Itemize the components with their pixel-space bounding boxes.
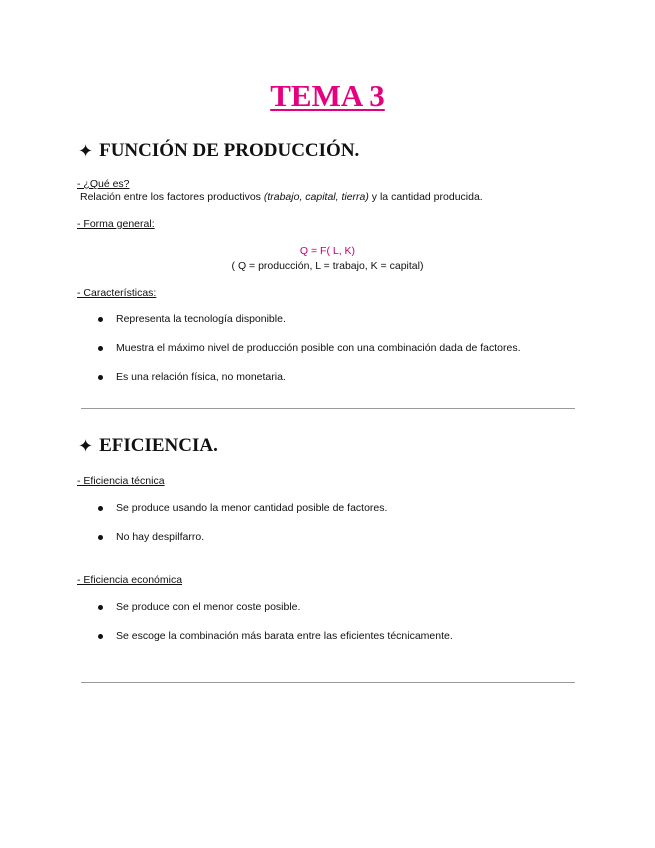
bullet-dot-icon — [98, 346, 103, 351]
section-heading-eficiencia — [78, 435, 218, 457]
list-item: Se escoge la combinación más barata entre las eficientes técnicamente. — [98, 630, 453, 642]
subheading-que-es: - ¿Qué es? — [77, 178, 130, 190]
list-item: Representa la tecnología disponible. — [98, 313, 286, 325]
bullet-dot-icon — [98, 535, 103, 540]
section-heading-text: FUNCIÓN DE PRODUCCIÓN. — [99, 140, 360, 161]
formula: Q = F( L, K) — [299, 245, 356, 257]
list-item: Muestra el máximo nivel de producción posible con una combinación dada de factores. — [98, 342, 520, 354]
bullet-dot-icon — [98, 375, 103, 380]
section-heading-funcion-produccion — [78, 140, 359, 162]
definition-italic: (trabajo, capital, tierra) — [263, 191, 369, 203]
list-item: Se produce usando la menor cantidad posible de factores. — [98, 502, 387, 514]
bullet-dot-icon — [98, 317, 103, 322]
list-item: Es una relación física, no monetaria. — [98, 371, 286, 383]
four-pointed-star-icon: ✦ — [78, 435, 94, 457]
page-title: TEMA 3 — [270, 78, 385, 113]
bullet-dot-icon — [98, 634, 103, 639]
bullet-dot-icon — [98, 506, 103, 511]
list-item: Se produce con el menor coste posible. — [98, 601, 300, 613]
section-heading-text: EFICIENCIA. — [99, 435, 218, 456]
subheading-eficiencia-tecnica: - Eficiencia técnica — [77, 475, 165, 487]
list-item: No hay despilfarro. — [98, 531, 204, 543]
horizontal-divider — [81, 682, 575, 683]
subheading-eficiencia-economica: - Eficiencia económica — [77, 574, 183, 586]
subheading-caracteristicas: - Características: — [77, 287, 157, 299]
formula-legend: ( Q = producción, L = trabajo, K = capital) — [231, 260, 424, 272]
subheading-forma-general: - Forma general: — [77, 218, 155, 230]
four-pointed-star-icon: ✦ — [78, 140, 94, 162]
definition-text: Relación entre los factores productivos (trabajo, capital, tierra) y la cantidad producida. — [80, 191, 483, 203]
bullet-dot-icon — [98, 605, 103, 610]
horizontal-divider — [81, 408, 575, 409]
